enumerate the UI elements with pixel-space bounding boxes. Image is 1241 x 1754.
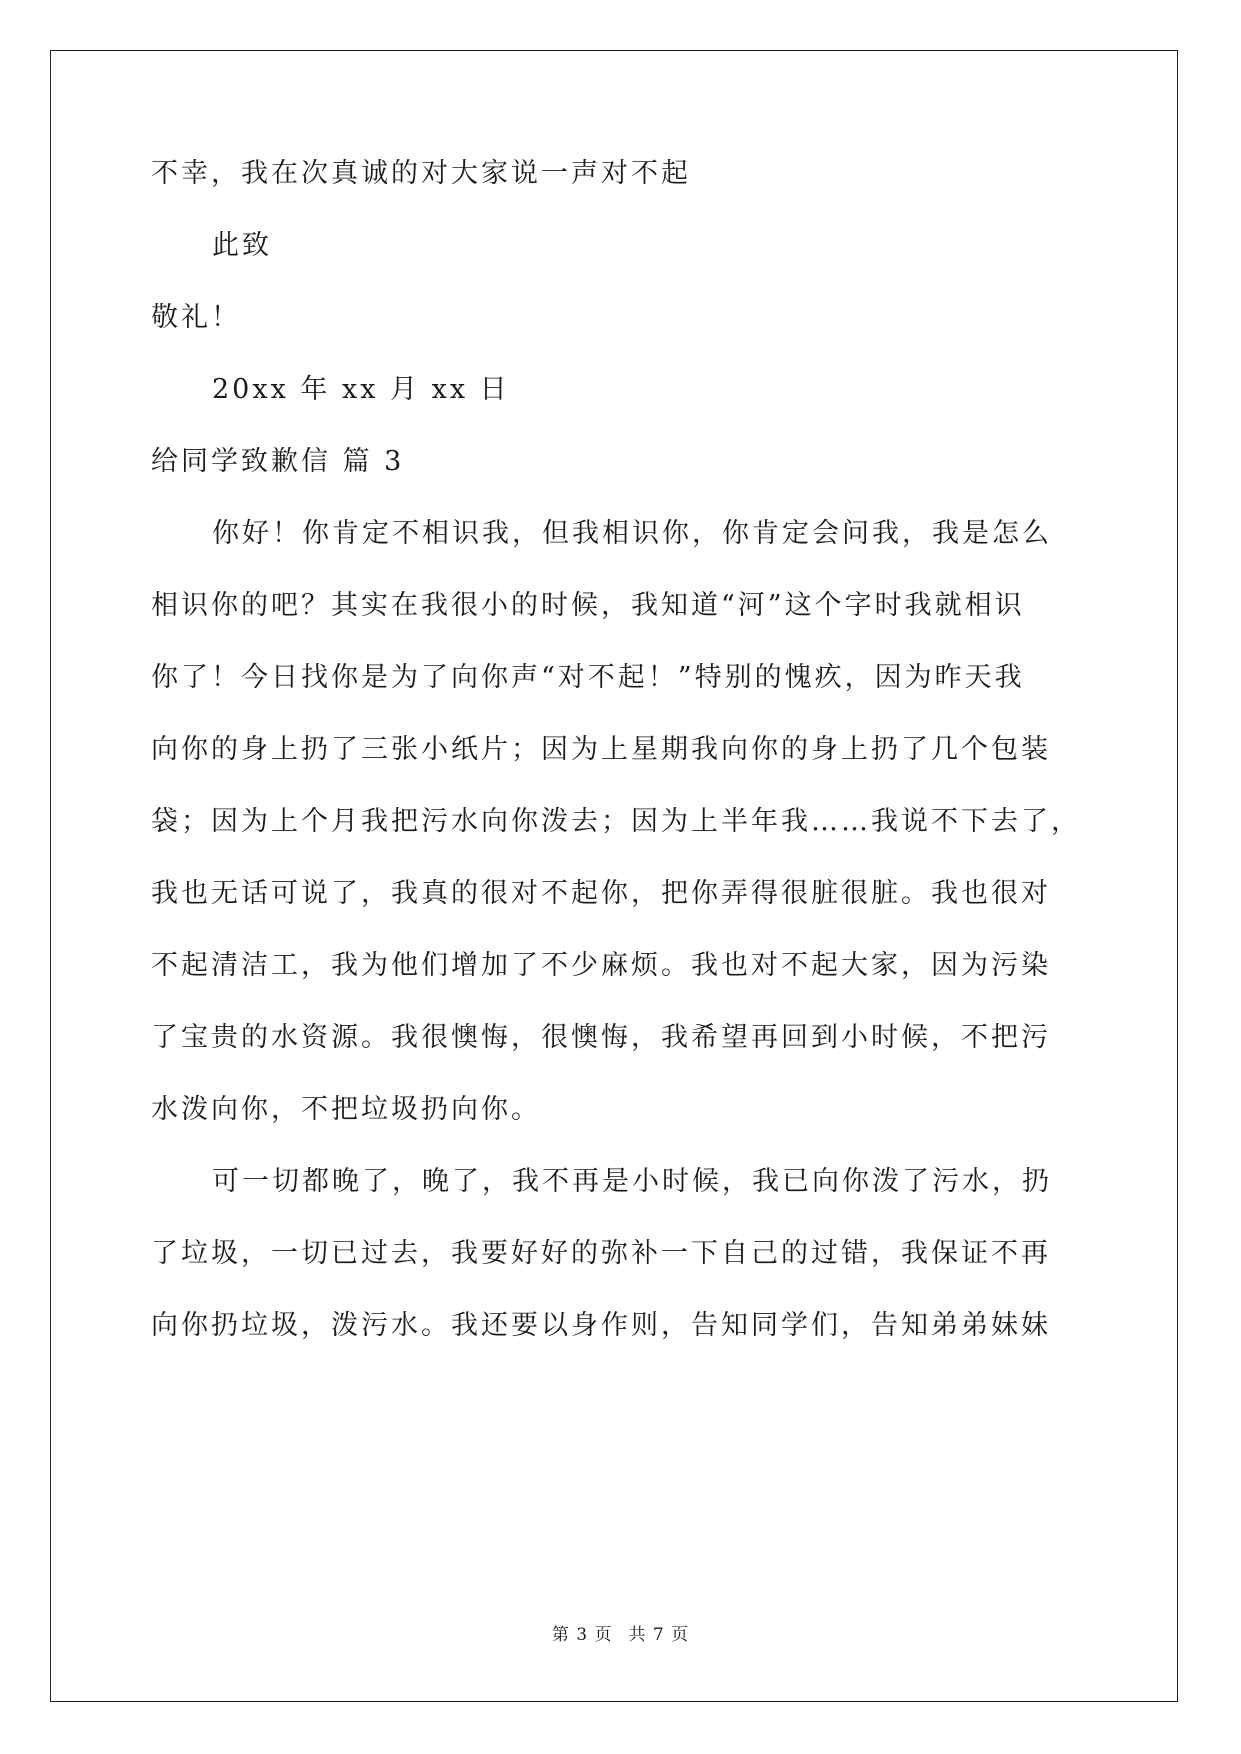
paragraph-line: 向你扔垃圾，泼污水。我还要以身作则，告知同学们，告知弟弟妹妹 [151,1310,1051,1341]
paragraph-line: 相识你的吧？其实在我很小的时候，我知道“河”这个字时我就相识 [151,590,1025,621]
paragraph-line: 不起清洁工，我为他们增加了不少麻烦。我也对不起大家，因为污染 [151,950,1051,981]
page-footer [0,1620,1241,1645]
paragraph-line: 你好！你肯定不相识我，但我相识你，你肯定会问我，我是怎么 [212,518,1052,549]
paragraph-line: 我也无话可说了，我真的很对不起你，把你弄得很脏很脏。我也很对 [151,878,1051,909]
page-number: 第 3 页 [551,1625,613,1645]
section-title: 给同学致歉信 篇 3 [151,446,405,477]
paragraph-line: 了宝贵的水资源。我很懊悔，很懊悔，我希望再回到小时候，不把污 [151,1022,1051,1053]
paragraph-line: 可一切都晚了，晚了，我不再是小时候，我已向你泼了污水，扔 [212,1166,1052,1197]
page-total: 共 7 页 [628,1625,690,1645]
closing-salutation: 此致 [212,230,272,261]
paragraph-line: 水泼向你，不把垃圾扔向你。 [151,1094,541,1125]
paragraph-line: 了垃圾，一切已过去，我要好好的弥补一下自己的过错，我保证不再 [151,1238,1051,1269]
letter-date: 20xx 年 xx 月 xx 日 [212,374,510,405]
paragraph-line: 你了！今日找你是为了向你声“对不起！”特别的愧疚，因为昨天我 [151,662,1025,693]
body-line-1: 不幸，我在次真诚的对大家说一声对不起 [151,158,691,189]
paragraph-line: 向你的身上扔了三张小纸片；因为上星期我向你的身上扔了几个包装 [151,734,1051,765]
closing-regards: 敬礼！ [151,302,241,333]
paragraph-line: 袋；因为上个月我把污水向你泼去；因为上半年我……我说不下去了， [151,806,1081,837]
